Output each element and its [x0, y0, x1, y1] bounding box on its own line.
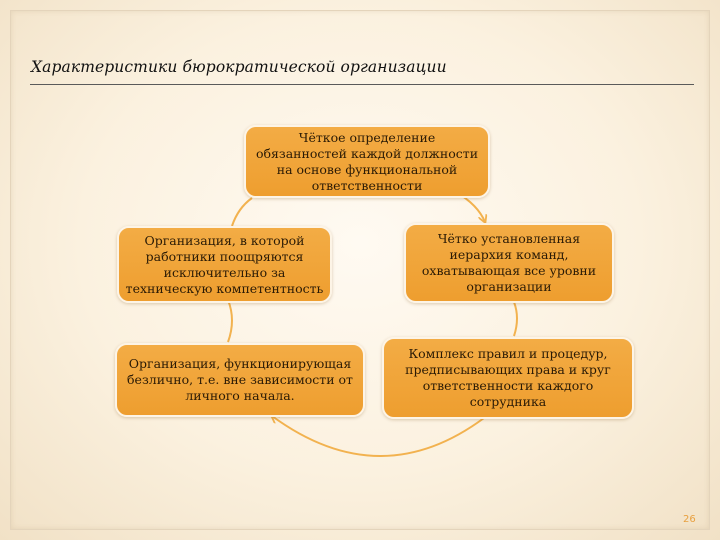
node-duties-definition — [244, 125, 490, 198]
node-impersonal-organization-text: Организация, функционирующая безлично, т.е. вне зависимости от личного начала. — [127, 356, 353, 403]
node-command-hierarchy — [404, 223, 614, 303]
node-technical-competence — [117, 226, 332, 303]
node-duties-definition-text: Чёткое определение обязанностей каждой должности на основе функциональной ответственности — [255, 129, 479, 193]
connector-right-lower-to-left-lower — [272, 416, 484, 456]
node-command-hierarchy-text: Чётко установленная иерархия команд, охватывающая все уровни организации — [421, 231, 597, 294]
node-rules-procedures — [382, 337, 634, 419]
slide-title: Характеристики бюрократической организации — [31, 58, 447, 76]
node-technical-competence-text: Организация, в которой работники поощряются исключительно за техническую компетентность — [125, 232, 324, 296]
page-number: 26 — [683, 514, 696, 525]
connector-right-upper-to-right-lower — [514, 302, 517, 336]
node-rules-procedures-text: Комплекс правил и процедур, предписывающих права и круг ответственности каждого сотрудника — [405, 346, 611, 409]
node-impersonal-organization — [115, 343, 365, 417]
connector-left-lower-to-left-upper — [228, 300, 232, 342]
connector-left-upper-to-top — [232, 198, 252, 226]
